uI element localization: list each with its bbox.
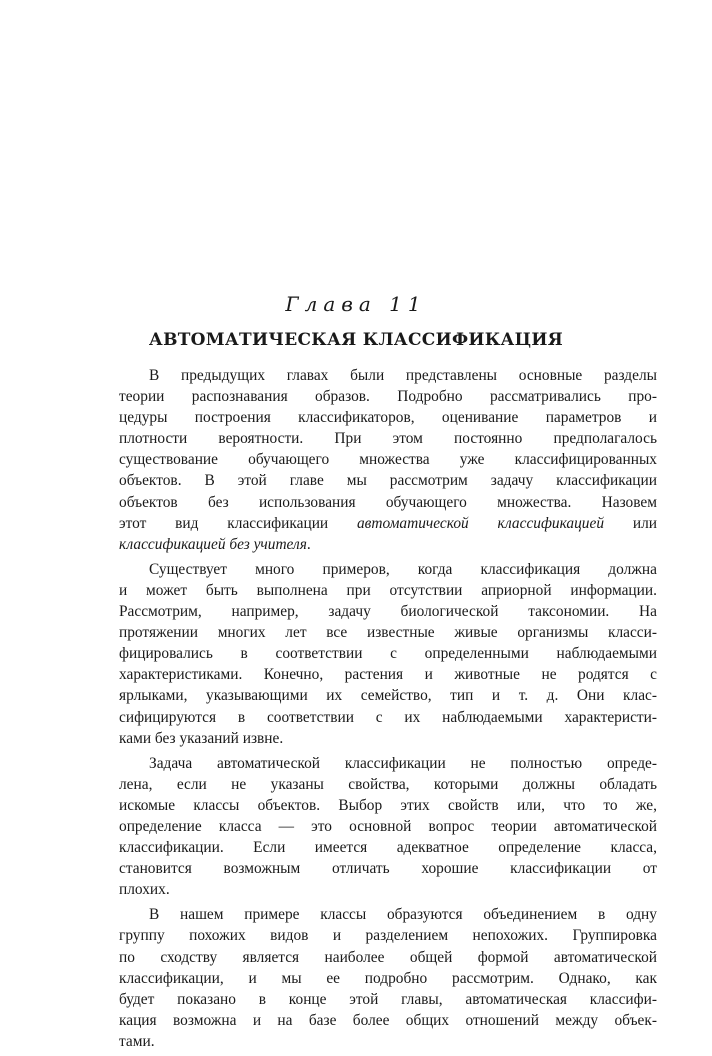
text-line bbox=[119, 492, 657, 513]
text-segment: объектов. В этой главе мы рассмотрим задачу классификации bbox=[119, 472, 657, 490]
text-line bbox=[119, 879, 657, 900]
text-line bbox=[119, 774, 657, 795]
text-line bbox=[119, 601, 657, 622]
text-line bbox=[119, 386, 657, 407]
text-line bbox=[119, 513, 657, 534]
text-segment: и может быть выполнена при отсутствии априорной информации. bbox=[119, 581, 657, 599]
text-segment: плохих. bbox=[119, 881, 170, 899]
text-segment: . bbox=[306, 535, 311, 553]
text-segment: группу похожих видов и разделением непохожих. Группировка bbox=[119, 927, 657, 945]
text-segment: становится возможным отличать хорошие классификации от bbox=[119, 860, 657, 878]
text-segment: определение класса — это основной вопрос теории автоматической bbox=[119, 817, 657, 835]
text-segment: по сходству является наиболее общей формой автоматической bbox=[119, 948, 657, 966]
text-line bbox=[119, 622, 657, 643]
text-line bbox=[119, 753, 657, 774]
text-segment: В нашем примере классы образуются объединением в одну bbox=[149, 906, 657, 924]
chapter-title: АВТОМАТИЧЕСКАЯ КЛАССИФИКАЦИЯ bbox=[148, 330, 564, 350]
paragraph bbox=[119, 559, 657, 749]
text-segment: протяжении многих лет все известные живые организмы класси- bbox=[119, 624, 657, 642]
text-segment: этот вид классификации bbox=[119, 514, 357, 532]
text-segment: искомые классы объектов. Выбор этих свойств или, что то же, bbox=[119, 796, 657, 814]
text-segment: Задача автоматической классификации не полностью опреде- bbox=[149, 754, 657, 772]
paragraph bbox=[119, 753, 657, 901]
text-line bbox=[119, 580, 657, 601]
text-line bbox=[119, 534, 657, 555]
text-segment: кация возможна и на базе более общих отношений между объек- bbox=[119, 1011, 657, 1029]
text-line bbox=[119, 559, 657, 580]
text-line bbox=[119, 837, 657, 858]
text-line bbox=[119, 470, 657, 491]
text-line bbox=[119, 816, 657, 837]
text-line bbox=[119, 365, 657, 386]
text-segment: фицировались в соответствии с определенными наблюдаемыми bbox=[119, 645, 657, 663]
text-line bbox=[119, 685, 657, 706]
text-segment: плотности вероятности. При этом постоянно предполагалось bbox=[119, 430, 657, 448]
text-line bbox=[119, 925, 657, 946]
text-segment: будет показано в конце этой главы, автоматическая классифи- bbox=[119, 990, 657, 1008]
text-line bbox=[119, 858, 657, 879]
text-line bbox=[119, 664, 657, 685]
text-line bbox=[119, 643, 657, 664]
italic-term: автоматической классификацией bbox=[356, 514, 605, 532]
paragraph bbox=[119, 365, 657, 555]
text-line bbox=[119, 428, 657, 449]
text-line bbox=[119, 904, 657, 925]
text-segment: существование обучающего множества уже классифицированных bbox=[119, 451, 657, 469]
chapter-number: Глава 11 bbox=[285, 292, 427, 316]
text-segment: объектов без использования обучающего множества. Назовем bbox=[119, 493, 657, 511]
text-line bbox=[119, 989, 657, 1010]
text-line bbox=[119, 1031, 657, 1052]
text-segment: ками без указаний извне. bbox=[119, 729, 284, 747]
text-segment: классификации. Если имеется адекватное определение класса, bbox=[119, 839, 657, 857]
text-segment: лена, если не указаны свойства, которыми должны обладать bbox=[119, 775, 657, 793]
text-segment: Рассмотрим, например, задачу биологической таксономии. На bbox=[119, 603, 657, 621]
text-segment: тами. bbox=[119, 1032, 155, 1050]
text-segment: или bbox=[604, 514, 657, 532]
text-segment: Существует много примеров, когда классификация должна bbox=[149, 560, 657, 578]
chapter-body bbox=[119, 365, 657, 1056]
text-segment: В предыдущих главах были представлены основные разделы bbox=[149, 367, 657, 384]
text-line bbox=[119, 947, 657, 968]
text-line bbox=[119, 1010, 657, 1031]
text-segment: характеристиками. Конечно, растения и животные не родятся с bbox=[119, 666, 657, 684]
text-line bbox=[119, 707, 657, 728]
text-line bbox=[119, 449, 657, 470]
text-segment: сифицируются в соответствии с их наблюдаемыми характеристи- bbox=[119, 708, 657, 726]
italic-term: классификацией без учителя bbox=[119, 535, 307, 553]
text-segment: цедуры построения классификаторов, оценивание параметров и bbox=[119, 409, 657, 427]
text-line bbox=[119, 795, 657, 816]
text-segment: классификации, и мы ее подробно рассмотрим. Однако, как bbox=[119, 969, 657, 987]
text-segment: ярлыками, указывающими их семейство, тип и т. д. Они клас- bbox=[119, 687, 657, 705]
text-line bbox=[119, 407, 657, 428]
text-line bbox=[119, 968, 657, 989]
text-segment: теории распознавания образов. Подробно рассматривались про- bbox=[119, 388, 657, 406]
text-line bbox=[119, 728, 657, 749]
paragraph bbox=[119, 904, 657, 1052]
